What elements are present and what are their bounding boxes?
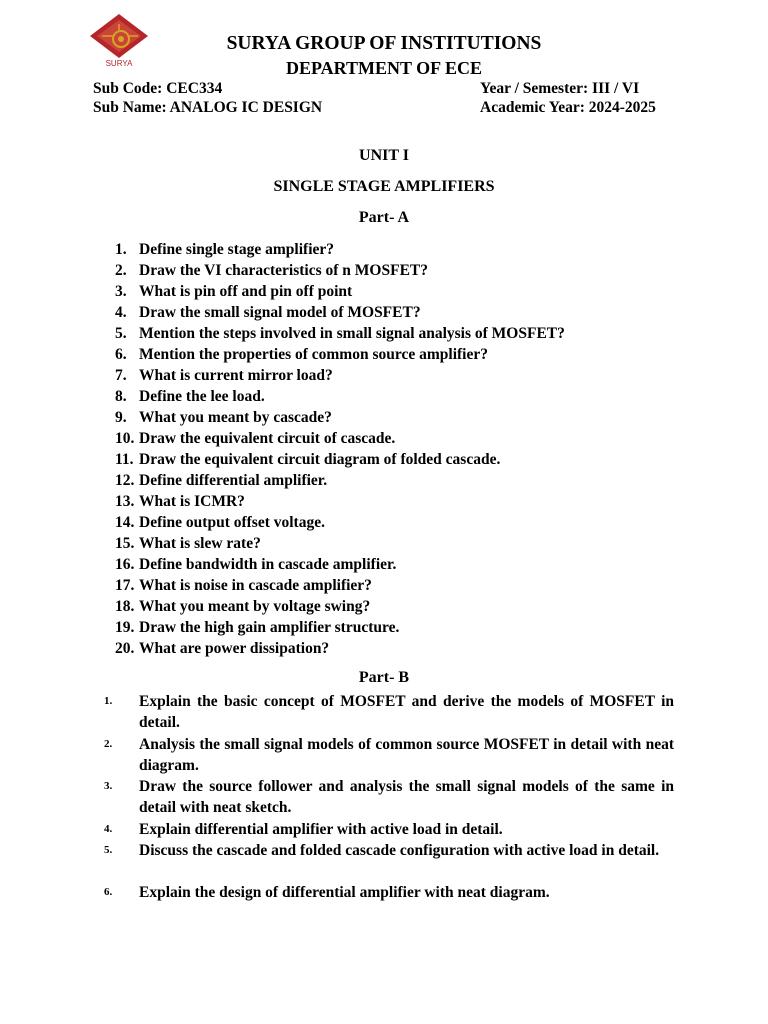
department-name: DEPARTMENT OF ECE [285,58,483,78]
part-a-question [115,598,695,616]
question-text: Define the lee load. [139,388,265,405]
question-text: Draw the source follower and analysis the small signal models of the same in detail with neat sketch. [139,778,674,816]
part-a-question [115,388,695,406]
part-a-question [115,325,695,343]
question-number: 18. [115,598,135,615]
part-a-question [115,472,695,490]
part-a-question [115,577,695,595]
unit-title: SINGLE STAGE AMPLIFIERS [273,178,495,195]
question-number: 6. [104,886,113,898]
question-text: What you meant by voltage swing? [139,598,371,615]
academic-year: Academic Year: 2024-2025 [480,99,656,116]
question-number: 6. [115,346,127,363]
part-a-question [115,640,695,658]
question-text: Analysis the small signal models of common source MOSFET in detail with neat diagram. [139,736,674,774]
part-a-question [115,451,695,469]
part-a-question [115,619,695,637]
question-number: 1. [104,695,113,707]
question-number: 5. [104,844,113,856]
part-a-question [115,493,695,511]
question-number: 1. [115,241,127,258]
question-number: 8. [115,388,127,405]
question-text: Draw the equivalent circuit of cascade. [139,430,396,447]
part-a-question [115,241,695,259]
question-number: 2. [104,738,113,750]
question-text: What is slew rate? [139,535,261,552]
question-text: Discuss the cascade and folded cascade configuration with active load in detail. [139,842,660,859]
question-text: What is pin off and pin off point [139,283,353,300]
part-b-heading: Part- B [358,669,410,686]
question-text: What are power dissipation? [139,640,330,657]
logo-text: SURYA [105,59,133,68]
question-text: What you meant by cascade? [139,409,332,426]
part-a-question [115,535,695,553]
question-number: 15. [115,535,135,552]
part-a-question [115,283,695,301]
question-number: 11. [115,451,134,468]
part-a-question [115,304,695,322]
question-number: 19. [115,619,135,636]
question-text: Define single stage amplifier? [139,241,335,258]
part-a-question [115,556,695,574]
question-number: 17. [115,577,135,594]
question-number: 3. [104,780,113,792]
question-number: 3. [115,283,127,300]
question-text: Draw the small signal model of MOSFET? [139,304,421,321]
question-number: 14. [115,514,135,531]
subject-code: Sub Code: CEC334 [93,80,223,97]
question-number: 12. [115,472,135,489]
subject-name: Sub Name: ANALOG IC DESIGN [93,99,323,116]
part-a-question [115,346,695,364]
question-number: 13. [115,493,135,510]
question-text: What is current mirror load? [139,367,333,384]
question-number: 2. [115,262,127,279]
part-a-question [115,262,695,280]
part-a-question [115,367,695,385]
question-text: Define bandwidth in cascade amplifier. [139,556,397,573]
question-text: Explain the design of differential amplifier with neat diagram. [139,884,550,901]
question-text: What is noise in cascade amplifier? [139,577,372,594]
question-number: 9. [115,409,127,426]
question-number: 16. [115,556,135,573]
question-text: Draw the VI characteristics of n MOSFET? [139,262,429,279]
institution-name: SURYA GROUP OF INSTITUTIONS [226,33,542,54]
question-text: Draw the high gain amplifier structure. [139,619,400,636]
question-number: 10. [115,430,135,447]
question-text: Explain the basic concept of MOSFET and derive the models of MOSFET in detail. [139,693,674,731]
question-text: What is ICMR? [139,493,245,510]
question-text: Mention the steps involved in small signal analysis of MOSFET? [139,325,565,342]
part-a-question [115,409,695,427]
question-text: Define output offset voltage. [139,514,325,531]
question-number: 20. [115,640,135,657]
unit-heading: UNIT I [359,147,409,164]
part-a-question [115,430,695,448]
question-number: 4. [104,823,113,835]
question-number: 4. [115,304,127,321]
question-text: Define differential amplifier. [139,472,328,489]
question-text: Mention the properties of common source amplifier? [139,346,488,363]
part-a-heading: Part- A [358,209,410,226]
year-semester: Year / Semester: III / VI [480,80,640,97]
question-number: 5. [115,325,127,342]
question-text: Draw the equivalent circuit diagram of folded cascade. [139,451,501,468]
question-text: Explain differential amplifier with active load in detail. [139,821,503,838]
question-number: 7. [115,367,127,384]
part-a-question [115,514,695,532]
